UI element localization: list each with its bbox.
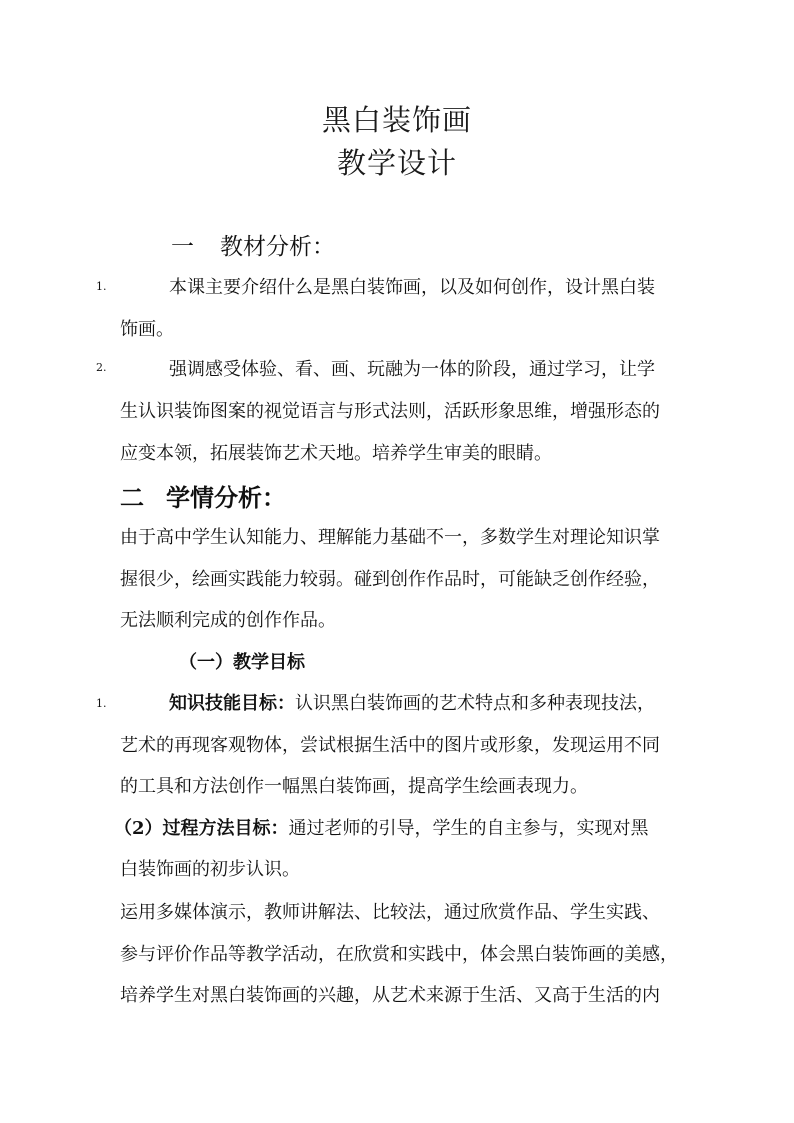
paragraph-line: 应变本领，拓展装饰艺术天地。培养学生审美的眼睛。: [120, 443, 552, 464]
paragraph-line: 本课主要介绍什么是黑白装饰画，以及如何创作，设计黑白装: [169, 277, 655, 298]
paragraph-line: 饰画。: [120, 319, 174, 340]
section1-heading: [171, 228, 335, 261]
paragraph-line: 培养学生对黑白装饰画的兴趣，从艺术来源于生活、又高于生活的内: [120, 985, 660, 1006]
objective2-text: 通过老师的引导，学生的自主参与，实现对黑: [288, 818, 649, 839]
paragraph-line: 由于高中学生认知能力、理解能力基础不一，多数学生对理论知识掌: [120, 527, 660, 548]
objective2-line: [114, 814, 649, 840]
objective1-line: [169, 689, 655, 715]
objectives-heading: （一）教学目标: [179, 652, 305, 673]
paragraph-line: 生认识装饰图案的视觉语言与形式法则，活跃形象思维，增强形态的: [120, 401, 660, 422]
paragraph-line: 握很少，绘画实践能力较弱。碰到创作作品时，可能缺乏创作经验，: [120, 569, 660, 590]
objective2-prefix: （2）: [114, 818, 163, 839]
list-marker: 1.: [96, 280, 107, 293]
paragraph-line: 参与评价作品等教学活动，在欣赏和实践中，体会黑白装饰画的美感，: [120, 944, 678, 965]
section2-heading-text: 学情分析：: [166, 483, 286, 512]
paragraph-line: 的工具和方法创作一幅黑白装饰画，提高学生绘画表现力。: [120, 776, 588, 797]
section2-number: 二: [120, 483, 144, 512]
list-marker: 1.: [96, 697, 107, 710]
objective1-label: 知识技能目标：: [169, 693, 295, 714]
section2-heading: [120, 478, 286, 513]
paragraph-line: 运用多媒体演示，教师讲解法、比较法，通过欣赏作品、学生实践、: [120, 902, 660, 923]
document-subtitle: 教学设计: [336, 146, 457, 180]
section1-number: 一: [171, 234, 194, 260]
paragraph-line: 无法顺利完成的创作作品。: [120, 610, 336, 631]
paragraph-line: 艺术的再现客观物体，尝试根据生活中的图片或形象，发现运用不同: [120, 735, 660, 756]
objective1-text: 认识黑白装饰画的艺术特点和多种表现技法，: [295, 693, 655, 714]
objective2-label: 过程方法目标：: [162, 818, 289, 839]
list-marker: 2.: [96, 361, 107, 374]
paragraph-line: 白装饰画的初步认识。: [120, 859, 300, 880]
document-title: 黑白装饰画: [321, 103, 472, 137]
section1-heading-text: 教材分析：: [220, 234, 335, 260]
paragraph-line: 强调感受体验、看、画、玩融为一体的阶段，通过学习，让学: [169, 359, 655, 380]
